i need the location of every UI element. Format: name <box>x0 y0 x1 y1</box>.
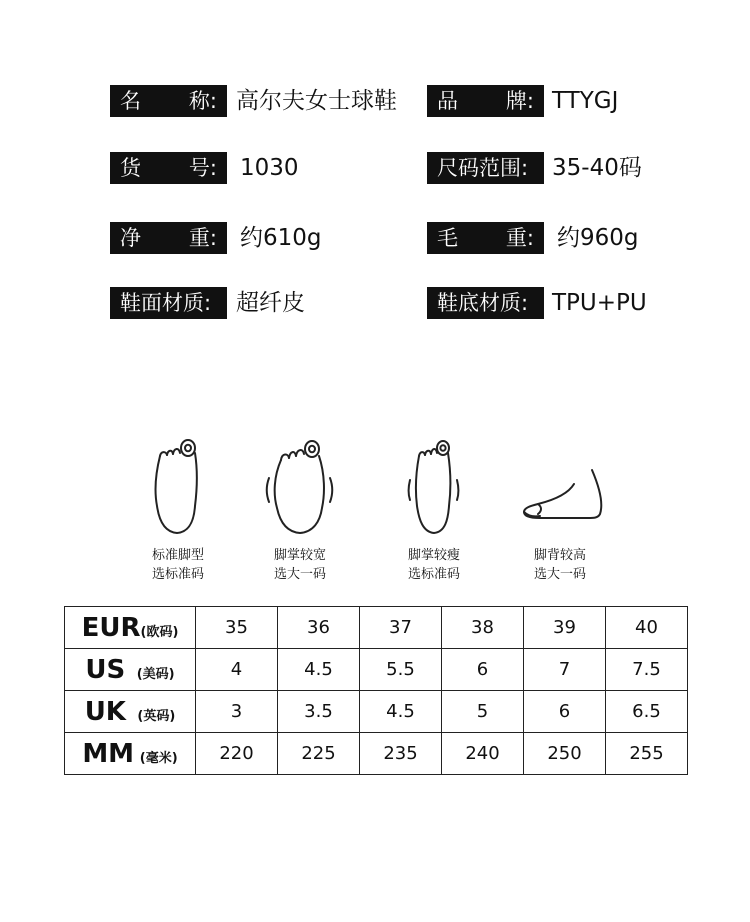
foot-type-high-instep <box>500 438 620 584</box>
wide-foot-icon <box>265 438 335 538</box>
spec-value-item-number: 1030 <box>240 155 299 181</box>
table-cell: 7.5 <box>606 649 688 691</box>
spec-label-sole-material: 鞋底材质: <box>427 287 544 319</box>
table-cell: 250 <box>524 733 606 775</box>
table-cell: 39 <box>524 607 606 649</box>
spec-value-upper-material: 超纤皮 <box>236 290 305 316</box>
table-cell: 36 <box>278 607 360 649</box>
spec-value-size-range: 35-40码 <box>552 155 642 181</box>
foot-type-line1: 标准脚型 <box>151 548 204 563</box>
table-row <box>65 691 688 733</box>
table-row <box>65 733 688 775</box>
table-cell: 37 <box>360 607 442 649</box>
table-cell: 7 <box>524 649 606 691</box>
row-header-us: US (美码) <box>65 649 196 691</box>
spec-value-brand: TTYGJ <box>552 88 619 114</box>
foot-type-line2: 选标准码 <box>151 567 204 582</box>
table-row <box>65 607 688 649</box>
spec-label-gross-weight: 毛 重: <box>427 222 544 254</box>
table-cell: 225 <box>278 733 360 775</box>
foot-type-wide <box>240 438 360 584</box>
table-cell: 255 <box>606 733 688 775</box>
standard-foot-icon <box>148 438 208 538</box>
table-cell: 5.5 <box>360 649 442 691</box>
row-header-mm: MM (毫米) <box>65 733 196 775</box>
table-cell: 240 <box>442 733 524 775</box>
row-header-eur: EUR(欧码) <box>65 607 196 649</box>
table-cell: 6.5 <box>606 691 688 733</box>
table-cell: 5 <box>442 691 524 733</box>
foot-type-line2: 选大一码 <box>273 567 326 582</box>
table-cell: 35 <box>196 607 278 649</box>
table-row <box>65 649 688 691</box>
spec-label-name: 名 称: <box>110 85 227 117</box>
spec-value-gross-weight: 约960g <box>557 225 639 251</box>
high-instep-foot-icon <box>510 438 610 538</box>
spec-label-brand: 品 牌: <box>427 85 544 117</box>
spec-value-sole-material: TPU+PU <box>552 290 647 316</box>
narrow-foot-icon <box>404 438 464 538</box>
table-cell: 38 <box>442 607 524 649</box>
size-chart-table <box>64 606 688 775</box>
foot-type-line1: 脚掌较宽 <box>273 548 326 563</box>
foot-type-line1: 脚背较高 <box>533 548 586 563</box>
table-cell: 4 <box>196 649 278 691</box>
table-cell: 220 <box>196 733 278 775</box>
spec-value-name: 高尔夫女士球鞋 <box>236 88 397 114</box>
spec-label-item-number: 货 号: <box>110 152 227 184</box>
foot-type-standard <box>118 438 238 584</box>
table-cell: 3.5 <box>278 691 360 733</box>
foot-type-line1: 脚掌较瘦 <box>407 548 460 563</box>
foot-type-narrow <box>374 438 494 584</box>
table-cell: 4.5 <box>360 691 442 733</box>
table-cell: 6 <box>442 649 524 691</box>
foot-type-line2: 选大一码 <box>533 567 586 582</box>
spec-label-net-weight: 净 重: <box>110 222 227 254</box>
row-header-uk: UK (英码) <box>65 691 196 733</box>
spec-value-net-weight: 约610g <box>240 225 322 251</box>
table-cell: 235 <box>360 733 442 775</box>
table-cell: 4.5 <box>278 649 360 691</box>
table-cell: 3 <box>196 691 278 733</box>
table-cell: 40 <box>606 607 688 649</box>
foot-type-line2: 选标准码 <box>407 567 460 582</box>
spec-label-size-range: 尺码范围: <box>427 152 544 184</box>
table-cell: 6 <box>524 691 606 733</box>
spec-label-upper-material: 鞋面材质: <box>110 287 227 319</box>
